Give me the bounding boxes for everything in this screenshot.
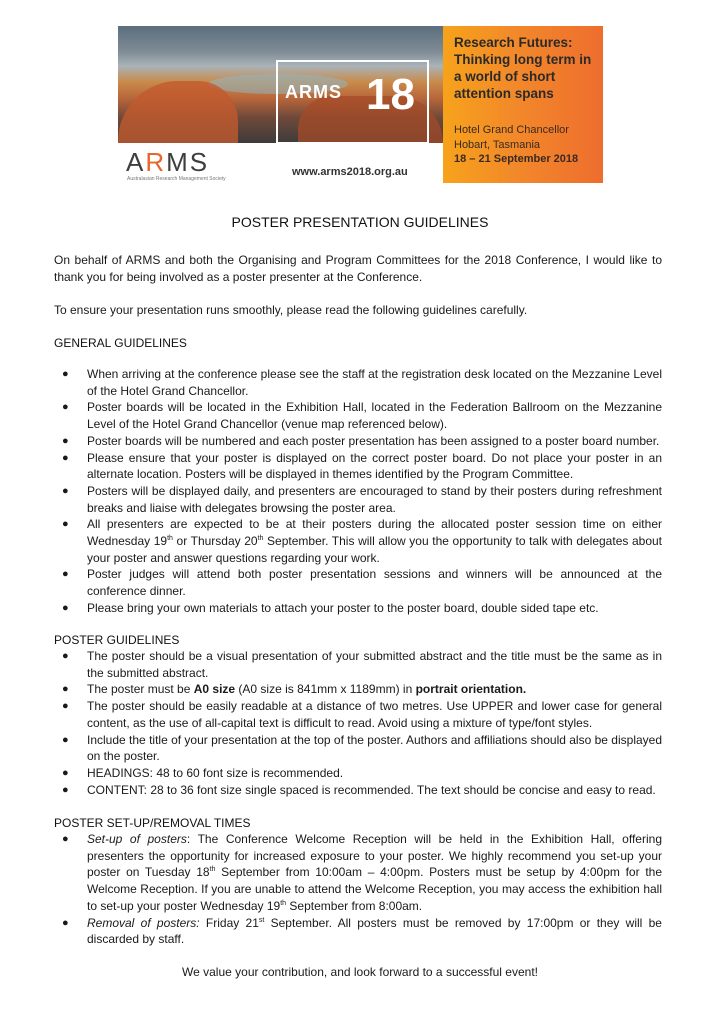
poster-guidelines-list xyxy=(54,648,662,798)
list-item: ● Removal of posters: Friday 21st September. All posters must be removed by 17:00pm or they will be discarded by staff. xyxy=(62,915,662,947)
setup-removal-list xyxy=(54,831,662,948)
list-item: ● The poster should be easily readable at a distance of two metres. Use UPPER and lower case for general content, as the use of all-capital text is difficult to read. Avoid using a mixture of type/font styles. xyxy=(62,699,662,730)
intro-paragraph xyxy=(54,252,662,285)
general-guidelines-heading: GENERAL GUIDELINES xyxy=(54,336,187,350)
bullet-icon: ● xyxy=(62,401,69,414)
intro-paragraph-2 xyxy=(54,302,662,319)
list-item: ● Include the title of your presentation at the top of the poster. Authors and affiliations should also be displayed on the poster. xyxy=(62,732,662,764)
event-word: ARMS xyxy=(285,82,342,102)
list-item: ● Poster judges will attend both poster presentation sessions and winners will be announced at the conference dinner. xyxy=(62,567,662,599)
bullet-icon: ● xyxy=(62,916,69,929)
bullet-icon: ● xyxy=(62,766,69,779)
general-guidelines-list xyxy=(54,366,662,617)
arms-logo: ARMS xyxy=(126,147,210,177)
page-title: POSTER PRESENTATION GUIDELINES xyxy=(231,214,489,230)
arms-logo-subtitle: Australasian Research Management Society xyxy=(127,176,226,182)
conference-url[interactable]: www.arms2018.org.au xyxy=(292,166,408,178)
venue-hotel: Hotel Grand Chancellor xyxy=(454,124,569,136)
list-item: ● Poster boards will be numbered and each poster presentation has been assigned to a poster board number. xyxy=(62,433,660,448)
bullet-icon: ● xyxy=(62,733,69,746)
bullet-icon: ● xyxy=(62,783,69,796)
list-item: ● The poster must be A0 size (A0 size is 841mm x 1189mm) in portrait orientation. xyxy=(62,682,527,697)
setup-removal-heading: POSTER SET-UP/REMOVAL TIMES xyxy=(54,816,251,830)
bullet-icon: ● xyxy=(62,368,69,380)
list-item: ● Please ensure that your poster is displayed on the correct poster board. Do not place your poster in an alternate location. Posters will be displayed in themes identified by the Program Committee. xyxy=(62,450,662,482)
list-item: ● Poster boards will be located in the Exhibition Hall, located in the Federation Ballroom on the Mezzanine Level of the Hotel Grand Chancellor (venue map referenced below). xyxy=(62,400,662,432)
venue-city: Hobart, Tasmania xyxy=(454,138,541,151)
bullet-icon: ● xyxy=(62,434,69,447)
event-dates: 18 – 21 September 2018 xyxy=(454,153,579,165)
bullet-icon: ● xyxy=(62,683,69,696)
bullet-icon: ● xyxy=(62,601,69,614)
closing-message: We value your contribution, and look forward to a successful event! xyxy=(182,965,538,979)
conference-banner xyxy=(118,26,603,183)
list-item: ● CONTENT: 28 to 36 font size single spaced is recommended. The text should be concise and easy to read. xyxy=(62,782,656,797)
list-item: ● The poster should be a visual presentation of your submitted abstract and the title must be the same as in the submitted abstract. xyxy=(62,649,662,680)
intro-text: On behalf of ARMS and both the Organising and Program Committees for the 2018 Conference, I would like to thank you for being involved as a poster presenter at the Conference. xyxy=(54,253,662,284)
bullet-icon: ● xyxy=(62,700,69,713)
list-item: ● Please bring your own materials to attach your poster to the poster board, double sided tape etc. xyxy=(62,600,599,615)
event-year: 18 xyxy=(366,70,415,119)
list-item: ● When arriving at the conference please see the staff at the registration desk located on the Mezzanine Level of the Hotel Grand Chancellor. xyxy=(62,367,662,398)
list-item: ● All presenters are expected to be at their posters during the allocated poster session time on either Wednesday 19th or Thursday 20th September. This will allow you the opportunity to talk with delegates about your poster and answer questions regarding your work. xyxy=(62,517,662,565)
bullet-icon: ● xyxy=(62,568,69,581)
list-item: ● Posters will be displayed daily, and presenters are encouraged to stand by their posters during refreshment breaks and liaise with delegates browsing the poster area. xyxy=(62,483,662,515)
bullet-icon: ● xyxy=(62,833,69,845)
bullet-icon: ● xyxy=(62,518,69,531)
list-item: ● HEADINGS: 48 to 60 font size is recommended. xyxy=(62,765,344,780)
bullet-icon: ● xyxy=(62,484,69,497)
banner-tagline: Research Futures: Thinking long term in a world of short attention spans xyxy=(454,35,592,101)
banner-venue xyxy=(454,123,602,167)
poster-guidelines-heading: POSTER GUIDELINES xyxy=(54,633,180,647)
intro-text-2: To ensure your presentation runs smoothly, please read the following guidelines carefully. xyxy=(54,303,528,317)
bullet-icon: ● xyxy=(62,451,69,464)
list-item: ● Set-up of posters: The Conference Welcome Reception will be held in the Exhibition Hall, offering presenters the opportunity for increased exposure to your poster. We highly recommend you set-up your poster on Tuesday 18th September from 10:00am – 4:00pm. Posters must be setup by 4:00pm for the Welcome Reception. If you are unable to attend the Welcome Reception, you may access the exhibition hall to set-up your poster Wednesday 19th September from 8:00am. xyxy=(62,832,662,913)
bullet-icon: ● xyxy=(62,650,69,662)
